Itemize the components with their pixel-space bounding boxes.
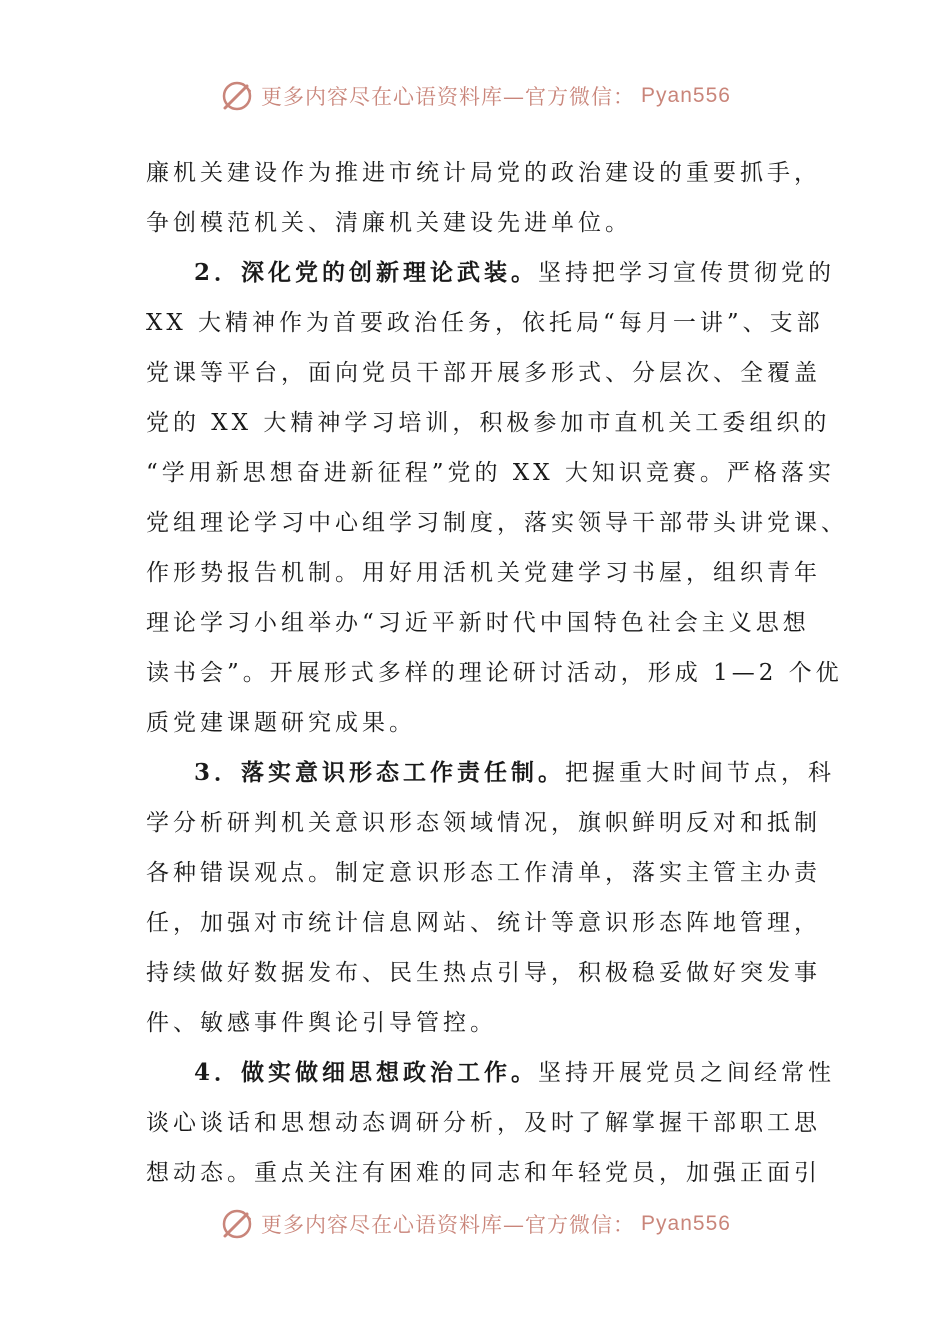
text-line: “学用新思想奋进新征程”党的 XX 大知识竞赛。严格落实	[146, 460, 835, 486]
text-line: 任，加强对市统计信息网站、统计等意识形态阵地管理，	[146, 910, 821, 936]
text-line: 谈心谈话和思想动态调研分析，及时了解掌握干部职工思	[146, 1110, 821, 1136]
text-line: 各种错误观点。制定意识形态工作清单，落实主管主办责	[146, 860, 821, 886]
watermark-wechat-id: Pyan556	[641, 84, 731, 107]
document-body	[146, 148, 848, 1198]
watermark-text: 更多内容尽在心语资料库—官方微信：	[261, 1213, 636, 1237]
watermark-text: 更多内容尽在心语资料库—官方微信：	[261, 85, 636, 109]
text-line: 学分析研判机关意识形态领域情况，旗帜鲜明反对和抵制	[146, 810, 821, 836]
section-heading: 2．深化党的创新理论武装。	[194, 259, 539, 286]
text-line: 理论学习小组举办“习近平新时代中国特色社会主义思想	[146, 610, 810, 636]
text-line: 件、敏感事件舆论引导管控。	[146, 1010, 497, 1036]
pen-circle-logo-icon	[219, 1206, 255, 1242]
section-heading: 4．做实做细思想政治工作。	[194, 1059, 539, 1086]
section-heading-line: 4．做实做细思想政治工作。坚持开展党员之间经常性	[194, 1059, 836, 1086]
text-line: 党组理论学习中心组学习制度，落实领导干部带头讲党课、	[146, 510, 848, 536]
section-heading-line: 2．深化党的创新理论武装。坚持把学习宣传贯彻党的	[194, 259, 836, 286]
text-line: 持续做好数据发布、民生热点引导，积极稳妥做好突发事	[146, 960, 821, 986]
watermark-header	[0, 78, 950, 128]
text-line: 廉机关建设作为推进市统计局党的政治建设的重要抓手，	[146, 160, 821, 186]
pen-circle-logo-icon	[219, 78, 255, 114]
text-line: 读书会”。开展形式多样的理论研讨活动，形成 1—2 个优	[146, 660, 843, 686]
text-line: 质党建课题研究成果。	[146, 710, 416, 736]
watermark-footer	[0, 1206, 950, 1256]
section-heading: 3．落实意识形态工作责任制。	[194, 759, 566, 786]
text-line: 党课等平台，面向党员干部开展多形式、分层次、全覆盖	[146, 360, 821, 386]
section-heading-line: 3．落实意识形态工作责任制。把握重大时间节点，科	[194, 759, 836, 786]
text-line: 党的 XX 大精神学习培训，积极参加市直机关工委组织的	[146, 410, 831, 436]
watermark-wechat-id: Pyan556	[641, 1212, 731, 1235]
text-line: 争创模范机关、清廉机关建设先进单位。	[146, 210, 632, 236]
text-line: XX 大精神作为首要政治任务，依托局“每月一讲”、支部	[146, 310, 824, 336]
text-line: 想动态。重点关注有困难的同志和年轻党员，加强正面引	[146, 1160, 821, 1186]
text-line: 作形势报告机制。用好用活机关党建学习书屋，组织青年	[146, 560, 821, 586]
